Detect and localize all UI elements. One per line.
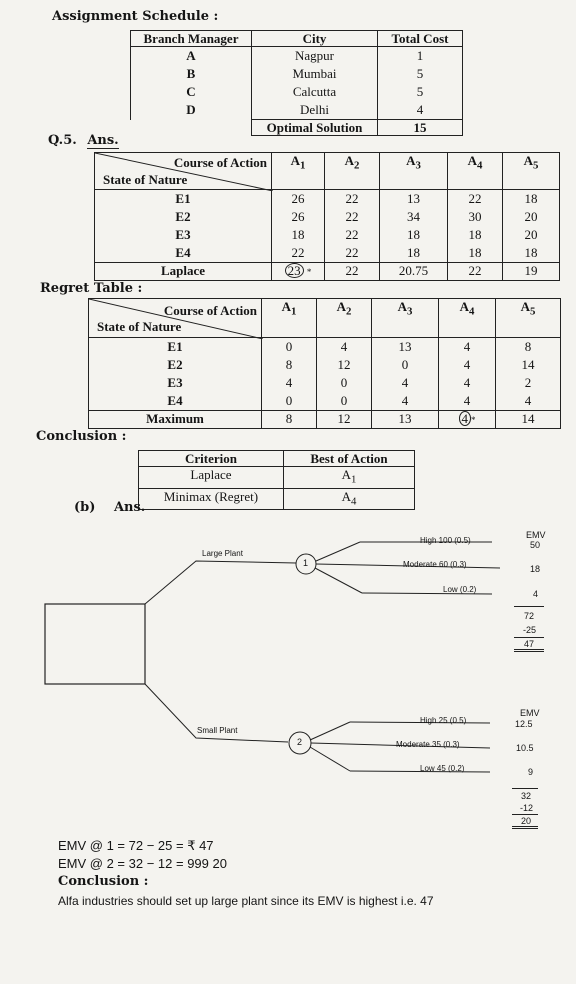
branch-label: Low (0.2) xyxy=(443,585,477,594)
manager-label: D xyxy=(186,102,196,117)
branch-label: Moderate 35 (0.3) xyxy=(396,740,460,749)
branch-label: Moderate 60 (0.3) xyxy=(403,560,467,569)
col-header-a3: $A_3$ xyxy=(372,299,439,338)
col-header-a3: $A_3$ xyxy=(380,153,448,190)
laplace-value-a2: 22 xyxy=(325,263,380,281)
assignment-title: Assignment Schedule : xyxy=(52,9,219,24)
city-value: Mumbai xyxy=(292,66,337,81)
emv-total: 32 xyxy=(521,791,532,801)
node-2-number: 2 xyxy=(297,737,303,747)
emv-equation-1: EMV @ 1 = 72 − 25 = ₹ 47 xyxy=(58,838,214,853)
small-plant-label: Small Plant xyxy=(197,726,238,735)
state-of-nature-label: State of Nature xyxy=(97,319,182,334)
manager-label: A xyxy=(186,48,196,63)
state-label: E1 xyxy=(175,191,191,206)
col-header-a1: $A_1$ xyxy=(272,153,325,190)
col-a5-values: 18 20 20 18 xyxy=(503,190,560,263)
state-label: E3 xyxy=(167,375,183,390)
laplace-row-label: Laplace xyxy=(95,263,272,281)
col-header-a4: $A_4$ xyxy=(448,153,503,190)
answer-label: Ans. xyxy=(87,133,119,148)
maximum-value-a1: 8 xyxy=(262,411,317,429)
criterion-minimax: Minimax (Regret) xyxy=(139,488,284,510)
state-label: E2 xyxy=(167,357,183,372)
question-number: Q.5. xyxy=(48,133,77,148)
laplace-value-a1: 23 * xyxy=(272,263,325,281)
regret-col-a5: 8 14 2 4 xyxy=(496,338,561,411)
branch-label: High 100 (0.5) xyxy=(420,536,471,545)
col-header-a1: $A_1$ xyxy=(262,299,317,338)
cost-value: 4 xyxy=(416,102,424,117)
regret-col-a1: 0 8 4 0 xyxy=(262,338,317,411)
state-label: E4 xyxy=(175,245,191,260)
regret-col-a4: 4 4 4 4 xyxy=(439,338,496,411)
header-total-cost: Total Cost xyxy=(378,31,463,47)
branch-label: Low 45 (0.2) xyxy=(420,764,465,773)
city-value: Nagpur xyxy=(295,48,334,63)
col-header-a2: $A_2$ xyxy=(325,153,380,190)
action-laplace: $A_1$ xyxy=(284,467,415,489)
part-number: (b) xyxy=(74,500,96,515)
maximum-value-a5: 14 xyxy=(496,411,561,429)
course-of-action-label: Course of Action xyxy=(173,155,267,170)
emv-value: 4 xyxy=(533,589,539,599)
large-plant-branch xyxy=(145,561,296,604)
city-value: Calcutta xyxy=(292,84,337,99)
maximum-row-label: Maximum xyxy=(89,411,262,429)
manager-label: B xyxy=(186,66,196,81)
col-a2-values: 22 22 22 22 xyxy=(325,190,380,263)
col-header-a2: $A_2$ xyxy=(317,299,372,338)
regret-title: Regret Table : xyxy=(40,281,143,296)
state-label: E4 xyxy=(167,393,183,408)
large-plant-label: Large Plant xyxy=(202,549,243,558)
optimal-solution-value: 15 xyxy=(378,120,463,136)
emv-net: 47 xyxy=(524,639,535,649)
optimal-solution-label: Optimal Solution xyxy=(252,120,378,136)
emv-value: 10.5 xyxy=(516,743,534,753)
emv-value: 9 xyxy=(528,767,534,777)
laplace-value-a4: 22 xyxy=(448,263,503,281)
state-label: E1 xyxy=(167,339,183,354)
criterion-laplace: Laplace xyxy=(139,467,284,489)
emv-cost: -12 xyxy=(520,803,534,813)
conclusion-title: Conclusion : xyxy=(36,429,127,444)
maximum-value-a3: 13 xyxy=(372,411,439,429)
regret-col-a2: 4 12 0 0 xyxy=(317,338,372,411)
laplace-value-a5: 19 xyxy=(503,263,560,281)
emv-value: 12.5 xyxy=(515,719,533,729)
branch-label: High 25 (0.5) xyxy=(420,716,467,725)
maximum-value-a4: 4 * xyxy=(439,411,496,429)
laplace-value-a3: 20.75 xyxy=(380,263,448,281)
emv-equation-2: EMV @ 2 = 32 − 12 = 999 20 xyxy=(58,856,227,871)
emv-value: 50 xyxy=(530,540,541,550)
final-conclusion-text: Alfa industries should set up large plant since its EMV is highest i.e. 47 xyxy=(58,894,434,908)
header-criterion: Criterion xyxy=(139,451,284,467)
cost-value: 5 xyxy=(416,66,424,81)
col-header-a5: $A_5$ xyxy=(496,299,561,338)
emv-value: 18 xyxy=(530,564,541,574)
emv-cost: -25 xyxy=(523,625,537,635)
col-a1-values: 26 26 18 22 xyxy=(272,190,325,263)
emv-net: 20 xyxy=(521,816,532,826)
node-1-number: 1 xyxy=(303,558,309,568)
state-label: E2 xyxy=(175,209,191,224)
maximum-value-a2: 12 xyxy=(317,411,372,429)
emv-total: 72 xyxy=(524,611,535,621)
regret-col-a3: 13 0 4 4 xyxy=(372,338,439,411)
state-of-nature-label: State of Nature xyxy=(103,172,188,187)
cost-value: 1 xyxy=(416,48,424,63)
header-city: City xyxy=(252,31,378,47)
state-label: E3 xyxy=(175,227,191,242)
decision-node-square xyxy=(45,604,145,684)
answer-label: Ans. xyxy=(113,500,146,515)
emv-header: EMV xyxy=(520,708,540,718)
action-minimax: $A_4$ xyxy=(284,488,415,510)
manager-label: C xyxy=(186,84,196,99)
cost-value: 5 xyxy=(416,84,424,99)
header-branch-manager: Branch Manager xyxy=(131,31,252,47)
col-header-a4: $A_4$ xyxy=(439,299,496,338)
col-a4-values: 22 30 18 18 xyxy=(448,190,503,263)
header-best-of-action: Best of Action xyxy=(284,451,415,467)
col-a3-values: 13 34 18 18 xyxy=(380,190,448,263)
final-conclusion-title: Conclusion : xyxy=(58,874,149,889)
course-of-action-label: Course of Action xyxy=(163,303,257,318)
emv-header: EMV xyxy=(526,530,546,540)
city-value: Delhi xyxy=(300,102,329,117)
col-header-a5: $A_5$ xyxy=(503,153,560,190)
